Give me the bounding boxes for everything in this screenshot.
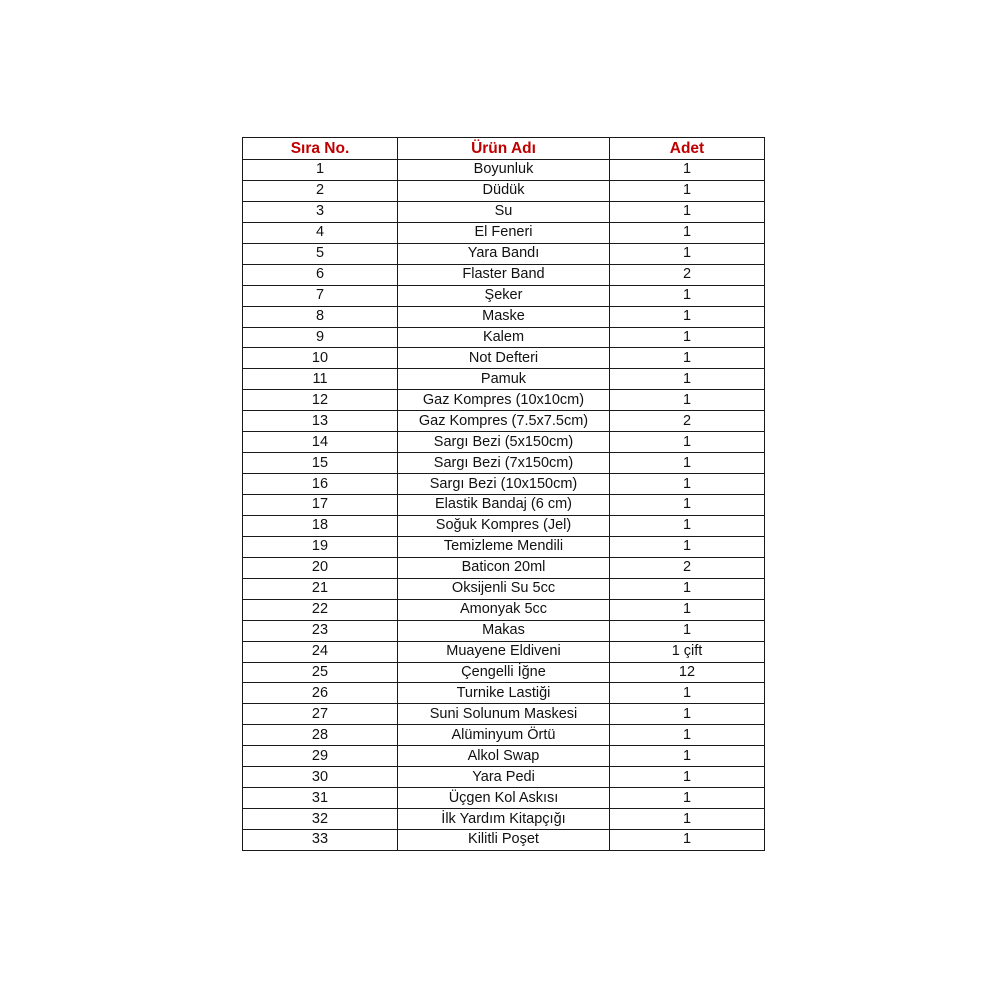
cell-urun-adi: Çengelli İğne — [398, 662, 610, 683]
cell-urun-adi: Alkol Swap — [398, 746, 610, 767]
table-row — [243, 453, 765, 474]
cell-urun-adi: Flaster Band — [398, 264, 610, 285]
cell-adet: 1 — [610, 306, 765, 327]
cell-adet: 1 — [610, 453, 765, 474]
cell-urun-adi: Su — [398, 201, 610, 222]
table-row — [243, 369, 765, 390]
cell-adet: 1 — [610, 830, 765, 851]
cell-urun-adi: Gaz Kompres (10x10cm) — [398, 390, 610, 411]
cell-urun-adi: Turnike Lastiği — [398, 683, 610, 704]
cell-urun-adi: Pamuk — [398, 369, 610, 390]
table-row — [243, 264, 765, 285]
cell-sira-no: 18 — [243, 515, 398, 536]
table-row — [243, 243, 765, 264]
table-row — [243, 725, 765, 746]
table-row — [243, 704, 765, 725]
cell-urun-adi: Yara Pedi — [398, 767, 610, 788]
table-row — [243, 662, 765, 683]
cell-urun-adi: Gaz Kompres (7.5x7.5cm) — [398, 411, 610, 432]
cell-adet: 1 — [610, 704, 765, 725]
cell-adet: 12 — [610, 662, 765, 683]
cell-adet: 1 — [610, 578, 765, 599]
cell-urun-adi: Maske — [398, 306, 610, 327]
cell-adet: 1 — [610, 390, 765, 411]
cell-sira-no: 4 — [243, 222, 398, 243]
cell-adet: 1 — [610, 285, 765, 306]
cell-sira-no: 1 — [243, 160, 398, 181]
cell-urun-adi: Oksijenli Su 5cc — [398, 578, 610, 599]
table-row — [243, 327, 765, 348]
cell-urun-adi: Amonyak 5cc — [398, 599, 610, 620]
cell-sira-no: 15 — [243, 453, 398, 474]
cell-sira-no: 9 — [243, 327, 398, 348]
cell-urun-adi: Temizleme Mendili — [398, 536, 610, 557]
table-row — [243, 788, 765, 809]
cell-adet: 1 — [610, 495, 765, 516]
cell-sira-no: 17 — [243, 495, 398, 516]
cell-adet: 1 — [610, 683, 765, 704]
table-row — [243, 306, 765, 327]
cell-adet: 1 — [610, 327, 765, 348]
table-row — [243, 767, 765, 788]
cell-sira-no: 27 — [243, 704, 398, 725]
table-row — [243, 557, 765, 578]
cell-sira-no: 2 — [243, 180, 398, 201]
cell-sira-no: 30 — [243, 767, 398, 788]
cell-sira-no: 31 — [243, 788, 398, 809]
cell-adet: 1 — [610, 474, 765, 495]
table-row — [243, 160, 765, 181]
cell-sira-no: 21 — [243, 578, 398, 599]
cell-adet: 1 — [610, 725, 765, 746]
table-row — [243, 495, 765, 516]
table-row — [243, 411, 765, 432]
cell-sira-no: 19 — [243, 536, 398, 557]
cell-urun-adi: Sargı Bezi (5x150cm) — [398, 432, 610, 453]
cell-adet: 2 — [610, 411, 765, 432]
cell-adet: 1 — [610, 243, 765, 264]
cell-sira-no: 3 — [243, 201, 398, 222]
cell-urun-adi: İlk Yardım Kitapçığı — [398, 809, 610, 830]
cell-adet: 1 — [610, 767, 765, 788]
cell-adet: 1 — [610, 432, 765, 453]
table-row — [243, 641, 765, 662]
table-row — [243, 620, 765, 641]
cell-adet: 1 — [610, 369, 765, 390]
cell-sira-no: 32 — [243, 809, 398, 830]
cell-adet: 1 — [610, 788, 765, 809]
cell-sira-no: 8 — [243, 306, 398, 327]
table-row — [243, 180, 765, 201]
table-row — [243, 201, 765, 222]
cell-sira-no: 14 — [243, 432, 398, 453]
cell-sira-no: 20 — [243, 557, 398, 578]
cell-sira-no: 29 — [243, 746, 398, 767]
cell-urun-adi: Yara Bandı — [398, 243, 610, 264]
cell-urun-adi: Düdük — [398, 180, 610, 201]
table-row — [243, 348, 765, 369]
cell-urun-adi: Kalem — [398, 327, 610, 348]
table-row — [243, 536, 765, 557]
cell-urun-adi: Soğuk Kompres (Jel) — [398, 515, 610, 536]
cell-sira-no: 22 — [243, 599, 398, 620]
cell-adet: 1 — [610, 599, 765, 620]
cell-adet: 1 — [610, 809, 765, 830]
cell-adet: 2 — [610, 557, 765, 578]
document-sheet — [242, 137, 764, 851]
cell-sira-no: 25 — [243, 662, 398, 683]
cell-sira-no: 26 — [243, 683, 398, 704]
cell-sira-no: 16 — [243, 474, 398, 495]
cell-urun-adi: Kilitli Poşet — [398, 830, 610, 851]
cell-urun-adi: Sargı Bezi (10x150cm) — [398, 474, 610, 495]
table-row — [243, 830, 765, 851]
table-row — [243, 285, 765, 306]
cell-sira-no: 24 — [243, 641, 398, 662]
cell-adet: 1 — [610, 536, 765, 557]
header-sira-no: Sıra No. — [243, 138, 398, 160]
cell-urun-adi: Muayene Eldiveni — [398, 641, 610, 662]
table-row — [243, 390, 765, 411]
table-header — [243, 138, 765, 160]
table-row — [243, 432, 765, 453]
cell-urun-adi: Sargı Bezi (7x150cm) — [398, 453, 610, 474]
cell-sira-no: 28 — [243, 725, 398, 746]
cell-sira-no: 11 — [243, 369, 398, 390]
table-row — [243, 746, 765, 767]
table-body — [243, 160, 765, 851]
table-row — [243, 683, 765, 704]
cell-adet: 1 — [610, 180, 765, 201]
cell-sira-no: 5 — [243, 243, 398, 264]
header-urun-adi: Ürün Adı — [398, 138, 610, 160]
cell-adet: 1 çift — [610, 641, 765, 662]
table-row — [243, 809, 765, 830]
table-row — [243, 474, 765, 495]
table-row — [243, 515, 765, 536]
table-row — [243, 578, 765, 599]
cell-adet: 1 — [610, 746, 765, 767]
cell-urun-adi: Baticon 20ml — [398, 557, 610, 578]
table-row — [243, 222, 765, 243]
cell-sira-no: 33 — [243, 830, 398, 851]
cell-urun-adi: Şeker — [398, 285, 610, 306]
cell-urun-adi: Elastik Bandaj (6 cm) — [398, 495, 610, 516]
cell-urun-adi: Boyunluk — [398, 160, 610, 181]
cell-adet: 2 — [610, 264, 765, 285]
cell-sira-no: 6 — [243, 264, 398, 285]
cell-urun-adi: Üçgen Kol Askısı — [398, 788, 610, 809]
header-adet: Adet — [610, 138, 765, 160]
items-table — [242, 137, 765, 851]
header-row — [243, 138, 765, 160]
cell-adet: 1 — [610, 201, 765, 222]
cell-adet: 1 — [610, 160, 765, 181]
cell-urun-adi: El Feneri — [398, 222, 610, 243]
cell-adet: 1 — [610, 620, 765, 641]
cell-sira-no: 12 — [243, 390, 398, 411]
cell-adet: 1 — [610, 348, 765, 369]
cell-sira-no: 13 — [243, 411, 398, 432]
cell-adet: 1 — [610, 515, 765, 536]
cell-sira-no: 10 — [243, 348, 398, 369]
cell-urun-adi: Not Defteri — [398, 348, 610, 369]
cell-sira-no: 23 — [243, 620, 398, 641]
cell-adet: 1 — [610, 222, 765, 243]
cell-sira-no: 7 — [243, 285, 398, 306]
cell-urun-adi: Alüminyum Örtü — [398, 725, 610, 746]
cell-urun-adi: Suni Solunum Maskesi — [398, 704, 610, 725]
table-row — [243, 599, 765, 620]
cell-urun-adi: Makas — [398, 620, 610, 641]
